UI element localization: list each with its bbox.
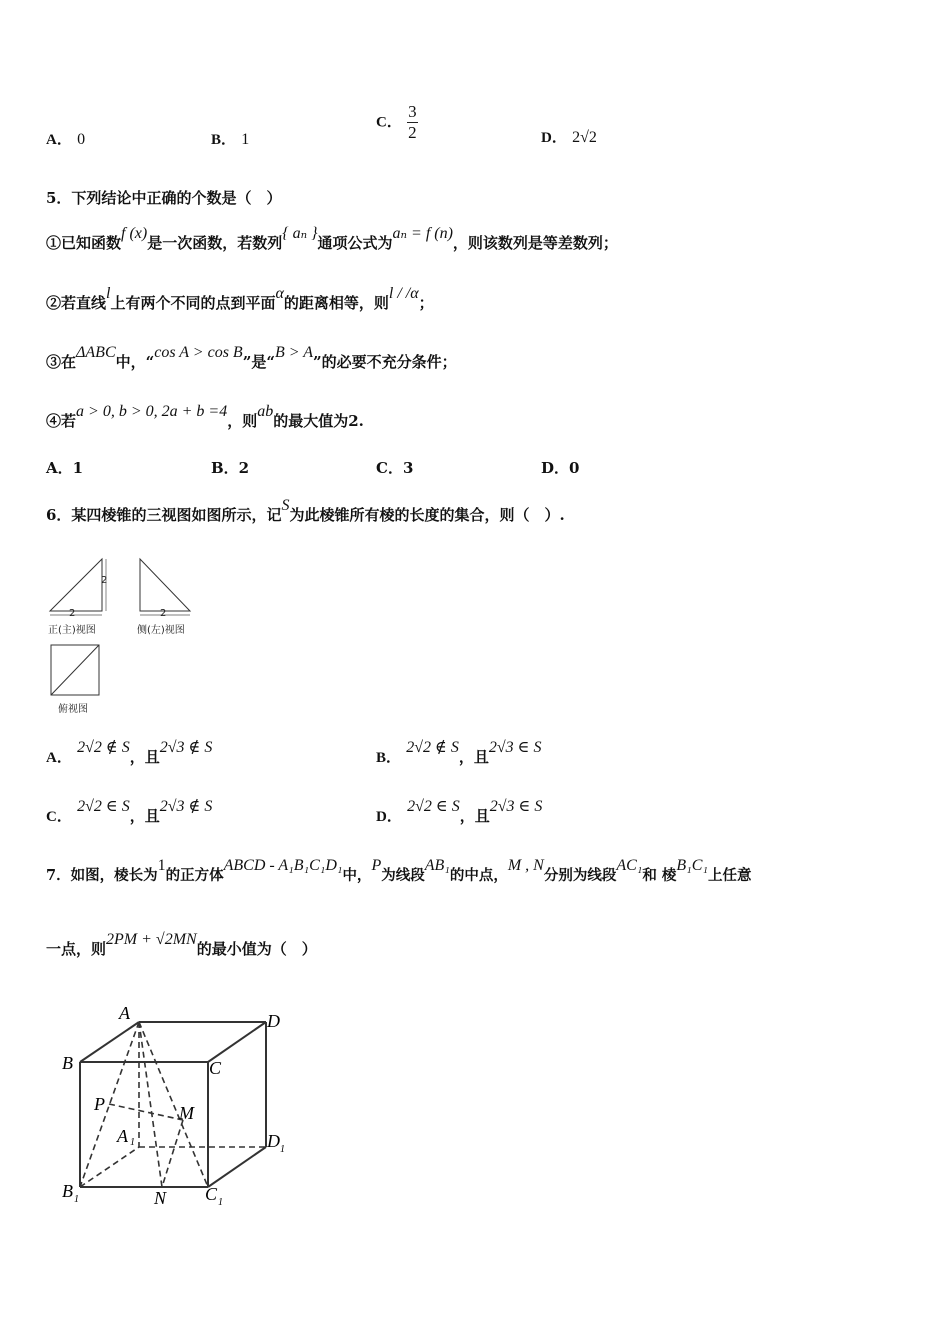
point-p-label: P: [94, 1094, 105, 1114]
q7-stem-line-1: 7．如图，棱长为1的正方体ABCD - A₁B₁C₁D₁中，P为线段AB₁的中点，M , N分别为线段AC₁和 棱B₁C₁上任意: [46, 857, 752, 884]
subscript-1: 1: [74, 1194, 79, 1205]
q5-option-a: A．1: [46, 459, 84, 477]
vertex-d-label: D: [267, 1011, 280, 1031]
vertex-a-label: A: [119, 1003, 130, 1023]
q6-option-b: B． 2√2 ∉ S，且2√3 ∈ S: [376, 739, 542, 766]
q5-option-b: B．2: [211, 459, 250, 477]
q6-option-c: C． 2√2 ∈ S，且2√3 ∉ S: [46, 798, 213, 825]
q5-option-d: D．0: [541, 459, 580, 477]
vertex-c1-label: C: [205, 1184, 218, 1204]
q5-option-c: C．3: [376, 459, 414, 477]
q5-statement-2: ②若直线l上有两个不同的点到平面α的距离相等，则l / /α；: [46, 285, 434, 312]
q6-stem: 6．某四棱锥的三视图如图所示，记S为此棱锥所有棱的长度的集合，则（ ）.: [46, 497, 565, 524]
q5-statement-1: ①已知函数f (x)是一次函数，若数列{ aₙ }通项公式为aₙ = f (n)，则该数列是等差数列；: [46, 225, 618, 252]
subscript-1: 1: [218, 1197, 223, 1208]
top-view-caption: 俯视图: [58, 704, 88, 715]
front-view-caption: 正(主)视图: [48, 625, 96, 636]
q4-option-a: A． 0: [46, 131, 86, 148]
cube-figure: [55, 1000, 305, 1215]
q7-stem-line-2: 一点，则2PM + √2MN的最小值为（ ）: [46, 931, 317, 958]
point-m-label: M: [179, 1103, 194, 1123]
fraction: $\frac{3}{2}$: [408, 102, 417, 142]
front-view-width-label: 2: [69, 608, 76, 619]
q4-option-b: B． 1: [211, 131, 250, 148]
q4-option-d: D． 2√2: [541, 129, 597, 146]
vertex-d1-label: D: [267, 1131, 280, 1151]
side-view-width-label: 2: [160, 608, 167, 619]
vertex-c-label: C: [209, 1058, 222, 1078]
q6-option-a: A． 2√2 ∉ S，且2√3 ∉ S: [46, 739, 213, 766]
vertex-a1-label: A: [117, 1126, 128, 1146]
front-view-height-label: 2: [101, 575, 108, 586]
q5-statement-3: ③在ΔABC中，“cos A > cos B”是“B > A”的必要不充分条件；: [46, 344, 457, 371]
subscript-1: 1: [280, 1144, 285, 1155]
q4-option-c: C． $\frac{3}{2}$: [376, 102, 417, 142]
vertex-b1-label: B: [62, 1181, 73, 1201]
q5-stem: 5．下列结论中正确的个数是（ ）: [46, 189, 282, 207]
side-view-caption: 侧(左)视图: [137, 625, 185, 636]
vertex-b-label: B: [62, 1053, 73, 1073]
q5-statement-4: ④若a > 0, b > 0, 2a + b =4，则ab的最大值为2.: [46, 403, 364, 430]
q6-option-d: D． 2√2 ∈ S，且2√3 ∈ S: [376, 798, 543, 825]
point-n-label: N: [154, 1188, 167, 1208]
three-view-figure: [44, 552, 204, 722]
subscript-1: 1: [130, 1137, 135, 1148]
